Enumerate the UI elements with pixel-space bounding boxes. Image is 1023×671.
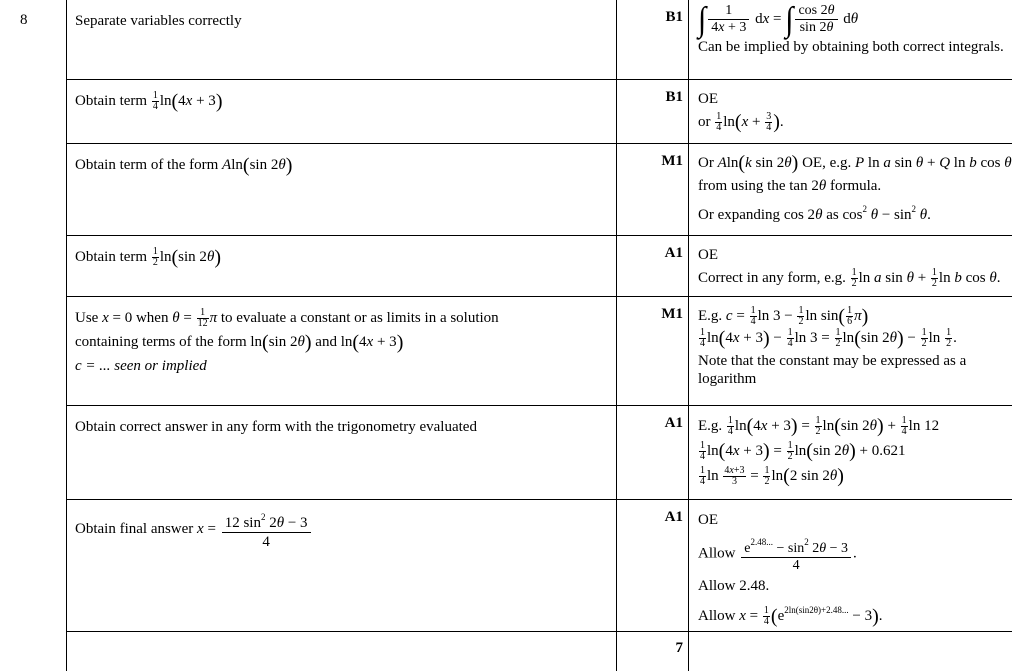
answer-text: Obtain correct answer in any form with the trigonometry evaluated <box>75 418 477 435</box>
mark-cell <box>617 79 689 143</box>
table-row <box>67 499 1012 631</box>
mark: A1 <box>664 414 683 431</box>
table-row <box>67 631 1012 671</box>
table-row <box>67 296 1012 405</box>
guidance-cell: Or Aln(k sin 2θ) OE, e.g. P ln a sin θ + Q ln b cos θ from using the tan 2θ formula. Or expanding cos 2θ as $\cos^2 \theta - \sin^2 \theta$. <box>689 143 1012 235</box>
integral-equation: ∫ $\frac{1}{4x + 3}$ dx = ∫ $\frac{\cos 2\theta}{\sin 2\theta}$ dθ <box>698 0 859 38</box>
guidance-cell: E.g. $\frac{1}{4}$ ln(4x + 3) = $\frac{1}{2}$ ln(sin 2θ) + $\frac{1}{4}$ ln 12 $\frac{1}{4}$ ln(4x + 3) = $\frac{1}{2}$ ln(sin 2θ) + 0.621 $\frac{1}{4}$ ln $\frac{4x+3}{3}$ = $\frac{1}{2}$ ln(2 sin 2θ) <box>689 405 1012 499</box>
answer-cell <box>67 631 617 671</box>
table-row <box>67 405 1012 499</box>
answer-cell: Obtain final answer x = $\frac{12 \sin^2 2\theta - 3}{4}$ <box>67 499 617 631</box>
mark-cell <box>617 235 689 296</box>
answer-cell <box>67 0 617 79</box>
mark-cell <box>617 499 689 631</box>
answer-cell: Obtain term of the form Aln(sin 2θ) <box>67 143 617 235</box>
guidance-cell <box>689 631 1012 671</box>
mark: B1 <box>665 9 683 25</box>
table-row <box>67 0 1012 79</box>
answer-cell: Obtain term $\frac{1}{2}$ ln(sin 2θ) <box>67 235 617 296</box>
answer-cell <box>67 405 617 499</box>
answer-cell: Use x = 0 when θ = $\frac{1}{12}$ π to evaluate a constant or as limits in a solution containing terms of the form ln(sin 2θ) and ln(4x + 3) c = ... seen or implied <box>67 296 617 405</box>
table-row <box>67 143 1012 235</box>
guidance-cell <box>689 0 1012 79</box>
total-mark: 7 <box>675 639 683 656</box>
mark: B1 <box>665 88 683 105</box>
answer-text: Separate variables correctly <box>75 13 242 29</box>
mark: A1 <box>664 244 683 261</box>
guidance-cell: OE Correct in any form, e.g. $\frac{1}{2}$ ln a sin θ + $\frac{1}{2}$ ln b cos θ. <box>689 235 1012 296</box>
guidance-cell: OE or $\frac{1}{4}$ ln(x + $\frac{3}{4}$ ). <box>689 79 1012 143</box>
table-row <box>67 235 1012 296</box>
total-mark-cell <box>617 631 689 671</box>
question-number: 8 <box>20 12 28 28</box>
guidance-cell: OE Allow $\frac{e^{2.48...} - \sin^2 2\theta - 3}{4}$ . Allow 2.48. Allow x = $\frac{1}{4}$ $(e^{2ln(sin2\theta)+2.48...} - 3)$. <box>689 499 1012 631</box>
mark-cell <box>617 143 689 235</box>
mark-cell <box>617 405 689 499</box>
table-row <box>67 79 1012 143</box>
mark-scheme-table <box>66 0 1012 671</box>
guidance-cell: E.g. c = $\frac{1}{4}$ ln 3 − $\frac{1}{2}$ ln sin( $\frac{1}{6}$ π) $\frac{1}{4}$ ln(4x + 3) − $\frac{1}{4}$ ln 3 = $\frac{1}{2}$ ln(sin 2θ) − $\frac{1}{2}$ ln $\frac{1}{2}$ . Note that the constant may be expressed as a logarithm <box>689 296 1012 405</box>
guidance-note: Can be implied by obtaining both correct integrals. <box>698 39 1004 55</box>
mark-cell <box>617 296 689 405</box>
answer-cell: Obtain term $\frac{1}{4}$ ln(4x + 3) <box>67 79 617 143</box>
mark-cell <box>617 0 689 79</box>
mark: M1 <box>661 305 683 322</box>
mark: M1 <box>661 152 683 169</box>
mark: A1 <box>664 508 683 525</box>
